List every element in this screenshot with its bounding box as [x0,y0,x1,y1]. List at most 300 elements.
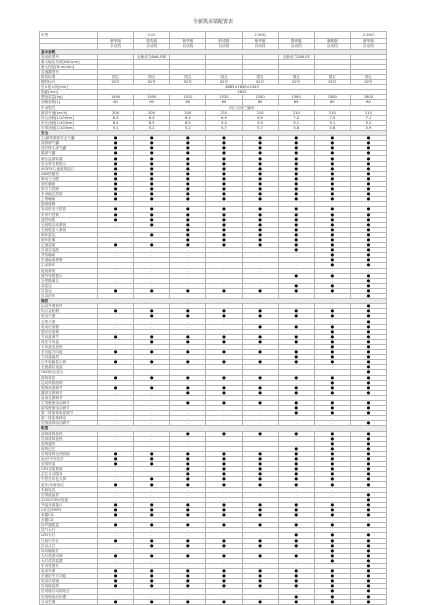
standard-mark: ● [170,192,206,197]
standard-mark: ● [350,497,386,502]
feature-label: 后视镜加热 [40,584,98,589]
standard-mark: ● [170,569,206,574]
feature-label: 电动天窗 [40,314,98,319]
standard-mark: ● [314,533,350,538]
unavailable-mark: - [134,548,170,553]
standard-mark: ● [206,161,242,166]
unavailable-mark: - [206,492,242,497]
unavailable-mark: - [206,370,242,375]
unavailable-mark: - [206,248,242,253]
unavailable-mark: - [134,365,170,370]
standard-mark: ● [206,334,242,339]
unavailable-mark: - [134,563,170,568]
standard-mark: ● [242,350,278,355]
standard-mark: ● [170,467,206,472]
unavailable-mark: - [278,518,314,523]
standard-mark: ● [278,355,314,360]
unavailable-mark: - [134,380,170,385]
spec-value: 210 [314,110,350,115]
spec-value: 8.5 [170,120,206,125]
standard-mark: ● [350,319,386,324]
standard-mark: ● [206,457,242,462]
feature-label: 座椅材质 [40,375,98,380]
spec-value: 1490 [98,95,134,100]
standard-mark: ● [170,187,206,192]
unavailable-mark: - [242,263,278,268]
standard-mark: ● [206,553,242,558]
standard-mark: ● [170,400,206,405]
unavailable-mark: - [134,237,170,242]
standard-mark: ● [242,176,278,181]
unavailable-mark: - [170,395,206,400]
spec-value: 1530 [206,95,242,100]
standard-mark: ● [134,166,170,171]
standard-mark: ● [242,309,278,314]
standard-mark: ● [314,227,350,232]
feature-label: 主驾驶座电动调节 [40,400,98,405]
unavailable-mark: - [98,339,134,344]
standard-mark: ● [242,400,278,405]
standard-mark: ● [170,227,206,232]
spec-value: 6.9 [242,115,278,120]
standard-mark: ● [350,151,386,156]
standard-mark: ● [134,187,170,192]
unavailable-mark: - [206,518,242,523]
standard-mark: ● [170,288,206,293]
feature-label: 车窗防夹手功能 [40,574,98,579]
standard-mark: ● [242,390,278,395]
unavailable-mark: - [98,222,134,227]
standard-mark: ● [134,339,170,344]
standard-mark: ● [314,457,350,462]
unavailable-mark: - [242,548,278,553]
unavailable-mark: - [350,518,386,523]
standard-mark: ● [350,166,386,171]
unavailable-mark: - [242,563,278,568]
standard-mark: ● [314,176,350,181]
unavailable-mark: - [278,202,314,207]
standard-mark: ● [278,446,314,451]
standard-mark: ● [350,248,386,253]
unavailable-mark: - [206,263,242,268]
standard-mark: ● [242,171,278,176]
header-cell: 自动挡 [206,44,242,50]
unavailable-mark: - [170,258,206,263]
unavailable-mark: - [350,395,386,400]
standard-mark: ● [242,502,278,507]
unavailable-mark: - [242,497,278,502]
feature-label: 自动空调 [40,599,98,604]
standard-mark: ● [242,431,278,436]
unavailable-mark: - [242,258,278,263]
standard-mark: ● [98,309,134,314]
standard-mark: ● [206,523,242,528]
standard-mark: ● [170,513,206,518]
unavailable-mark: - [242,487,278,492]
unavailable-mark: - [314,294,350,299]
feature-label: 前排座椅加热 [40,431,98,436]
section-title: 基本参数 [40,49,387,54]
standard-mark: ● [170,176,206,181]
feature-label: 方向盘电加热 [40,344,98,349]
feature-label: 电动后备箱 [40,324,98,329]
unavailable-mark: - [206,273,242,278]
unavailable-mark: - [170,319,206,324]
unavailable-mark: - [170,268,206,273]
standard-mark: ● [98,288,134,293]
standard-mark: ● [242,457,278,462]
spec-value: 92号 [242,80,278,85]
spec-value: 60 [134,100,170,105]
standard-mark: ● [134,222,170,227]
standard-mark: ● [278,400,314,405]
unavailable-mark: - [170,273,206,278]
standard-mark: ● [98,136,134,141]
unavailable-mark: - [98,248,134,253]
standard-mark: ● [314,589,350,594]
unavailable-mark: - [206,563,242,568]
unavailable-mark: - [170,365,206,370]
unavailable-mark: - [278,548,314,553]
standard-mark: ● [98,451,134,456]
unavailable-mark: - [242,365,278,370]
unavailable-mark: - [242,395,278,400]
feature-label: 后视镜自动防眩目 [40,589,98,594]
standard-mark: ● [170,502,206,507]
unavailable-mark: - [98,487,134,492]
standard-mark: ● [278,507,314,512]
unavailable-mark: - [242,278,278,283]
spec-label: 最高车速[km/h] [40,110,98,115]
standard-mark: ● [350,288,386,293]
standard-mark: ● [206,574,242,579]
unavailable-mark: - [206,324,242,329]
header-cell: 旗舰版 [314,38,350,44]
standard-mark: ● [206,171,242,176]
standard-mark: ● [314,217,350,222]
standard-mark: ● [278,594,314,599]
standard-mark: ● [206,166,242,171]
standard-mark: ● [278,451,314,456]
feature-label: 方向盘调节 [40,334,98,339]
unavailable-mark: - [206,294,242,299]
unavailable-mark: - [314,497,350,502]
feature-label: 胎压监测装置 [40,156,98,161]
standard-mark: ● [242,232,278,237]
spec-value: 国五 [278,74,314,79]
standard-mark: ● [350,334,386,339]
standard-mark: ● [350,599,386,604]
unavailable-mark: - [350,528,386,533]
standard-mark: ● [242,482,278,487]
standard-mark: ● [170,574,206,579]
standard-mark: ● [170,385,206,390]
spec-value: 6.4 [170,115,206,120]
unavailable-mark: - [206,589,242,594]
spec-value: 9.0 [206,120,242,125]
unavailable-mark: - [242,421,278,426]
standard-mark: ● [206,579,242,584]
unavailable-mark: - [98,558,134,563]
unavailable-mark: - [134,497,170,502]
standard-mark: ● [206,176,242,181]
unavailable-mark: - [242,248,278,253]
spec-table [39,31,387,605]
spec-sheet [39,14,387,605]
standard-mark: ● [314,594,350,599]
standard-mark: ● [206,462,242,467]
standard-mark: ● [350,411,386,416]
feature-label: 座椅高低调节 [40,385,98,390]
unavailable-mark: - [206,278,242,283]
standard-mark: ● [350,227,386,232]
standard-mark: ● [314,390,350,395]
unavailable-mark: - [134,416,170,421]
standard-mark: ● [314,360,350,365]
standard-mark: ● [314,258,350,263]
standard-mark: ● [98,574,134,579]
standard-mark: ● [278,375,314,380]
feature-label: 后雷达 [40,288,98,293]
standard-mark: ● [242,375,278,380]
unavailable-mark: - [242,273,278,278]
unavailable-mark: - [314,416,350,421]
standard-mark: ● [350,543,386,548]
unavailable-mark: - [98,467,134,472]
unavailable-mark: - [170,421,206,426]
unavailable-mark: - [350,268,386,273]
standard-mark: ● [314,329,350,334]
standard-mark: ● [278,187,314,192]
standard-mark: ● [350,263,386,268]
unavailable-mark: - [98,543,134,548]
spec-value: 8.5 [134,120,170,125]
feature-label: 大灯高度可调 [40,553,98,558]
unavailable-mark: - [134,278,170,283]
standard-mark: ● [242,141,278,146]
feature-label: 铝合金轮毂 [40,309,98,314]
spec-value: 92号 [350,80,386,85]
standard-mark: ● [350,192,386,197]
header-cell: 自动挡 [170,44,206,50]
unavailable-mark: - [98,497,134,502]
spec-value: 5.7 [206,125,242,130]
unavailable-mark: - [134,258,170,263]
unavailable-mark: - [242,446,278,451]
unavailable-mark: - [134,273,170,278]
standard-mark: ● [278,569,314,574]
feature-label: 中控台彩色大屏 [40,477,98,482]
standard-mark: ● [278,222,314,227]
unavailable-mark: - [170,380,206,385]
unavailable-mark: - [278,558,314,563]
spec-value: 7.0 [278,115,314,120]
standard-mark: ● [170,156,206,161]
unavailable-mark: - [134,263,170,268]
unavailable-mark: - [278,497,314,502]
standard-mark: ● [134,146,170,151]
standard-mark: ● [134,197,170,202]
unavailable-mark: - [242,202,278,207]
standard-mark: ● [170,472,206,477]
feature-label: 牵引力控制 [40,187,98,192]
feature-label: 前/后中央扶手 [40,457,98,462]
unavailable-mark: - [134,421,170,426]
standard-mark: ● [98,599,134,604]
standard-mark: ● [278,212,314,217]
feature-label: 主动刹车 [40,263,98,268]
standard-mark: ● [314,441,350,446]
feature-label: 上坡辅助 [40,197,98,202]
unavailable-mark: - [278,395,314,400]
unavailable-mark: - [134,472,170,477]
unavailable-mark: - [206,344,242,349]
standard-mark: ● [134,385,170,390]
standard-mark: ● [314,385,350,390]
standard-mark: ● [206,222,242,227]
standard-mark: ● [206,227,242,232]
standard-mark: ● [314,548,350,553]
standard-mark: ● [314,248,350,253]
unavailable-mark: - [98,232,134,237]
standard-mark: ● [242,579,278,584]
standard-mark: ● [278,502,314,507]
unavailable-mark: - [350,487,386,492]
standard-mark: ● [314,288,350,293]
unavailable-mark: - [242,416,278,421]
unavailable-mark: - [206,329,242,334]
header-cell: 豪华版 [170,38,206,44]
unavailable-mark: - [98,446,134,451]
header-cell: 豪华版 [350,38,386,44]
spec-label: 最大输出功率[kW/rpm] [40,59,98,64]
unavailable-mark: - [206,497,242,502]
standard-mark: ● [350,431,386,436]
unavailable-mark: - [206,355,242,360]
standard-mark: ● [170,232,206,237]
standard-mark: ● [170,360,206,365]
standard-mark: ● [278,314,314,319]
unavailable-mark: - [98,395,134,400]
unavailable-mark: - [98,416,134,421]
feature-label: 外接音源接口 [40,502,98,507]
standard-mark: ● [170,538,206,543]
standard-mark: ● [314,375,350,380]
feature-label: 后排座椅比例放倒 [40,451,98,456]
standard-mark: ● [350,502,386,507]
standard-mark: ● [314,350,350,355]
unavailable-mark: - [278,253,314,258]
spec-value: 1550 [242,95,278,100]
standard-mark: ● [242,467,278,472]
standard-mark: ● [206,288,242,293]
spec-label: 车身型式 [40,105,98,110]
standard-mark: ● [350,472,386,477]
header-cell: 自动挡 [350,44,386,50]
unavailable-mark: - [278,304,314,309]
unavailable-mark: - [98,400,134,405]
unavailable-mark: - [134,441,170,446]
standard-mark: ● [134,243,170,248]
standard-mark: ● [350,589,386,594]
standard-mark: ● [350,294,386,299]
standard-mark: ● [134,462,170,467]
unavailable-mark: - [206,253,242,258]
header-cell: 2.5HG [350,32,386,39]
spec-value: 5.1 [98,125,134,130]
unavailable-mark: - [170,446,206,451]
standard-mark: ● [350,548,386,553]
feature-label: 发动机电子防盗 [40,207,98,212]
spec-value: 国五 [242,74,278,79]
standard-mark: ● [278,462,314,467]
standard-mark: ● [242,507,278,512]
unavailable-mark: - [170,278,206,283]
standard-mark: ● [242,136,278,141]
unavailable-mark: - [98,441,134,446]
standard-mark: ● [98,502,134,507]
unavailable-mark: - [98,202,134,207]
unavailable-mark: - [170,355,206,360]
standard-mark: ● [134,136,170,141]
standard-mark: ● [314,406,350,411]
standard-mark: ● [206,599,242,604]
spec-value: 国五 [350,74,386,79]
standard-mark: ● [134,482,170,487]
standard-mark: ● [350,533,386,538]
standard-mark: ● [134,192,170,197]
unavailable-mark: - [170,324,206,329]
standard-mark: ● [170,599,206,604]
feature-label: 后视镜电动折叠 [40,594,98,599]
standard-mark: ● [350,207,386,212]
unavailable-mark: - [314,492,350,497]
standard-mark: ● [314,436,350,441]
standard-mark: ● [350,462,386,467]
standard-mark: ● [206,181,242,186]
standard-mark: ● [98,243,134,248]
standard-mark: ● [278,141,314,146]
standard-mark: ● [98,457,134,462]
standard-mark: ● [170,243,206,248]
standard-mark: ● [170,339,206,344]
standard-mark: ● [242,217,278,222]
standard-mark: ● [350,375,386,380]
feature-label: 车身稳定控制 [40,192,98,197]
unavailable-mark: - [242,533,278,538]
standard-mark: ● [314,472,350,477]
unavailable-mark: - [170,533,206,538]
unavailable-mark: - [98,380,134,385]
standard-mark: ● [242,574,278,579]
unavailable-mark: - [134,400,170,405]
unavailable-mark: - [98,329,134,334]
standard-mark: ● [170,584,206,589]
feature-label: 大灯清洗装置 [40,558,98,563]
standard-mark: ● [206,431,242,436]
standard-mark: ● [170,477,206,482]
feature-label: 全景摄像头 [40,278,98,283]
standard-mark: ● [134,375,170,380]
page-title: 全新凯美瑞配置表 [192,19,233,25]
standard-mark: ● [206,309,242,314]
standard-mark: ● [242,569,278,574]
unavailable-mark: - [278,294,314,299]
standard-mark: ● [242,334,278,339]
standard-mark: ● [98,171,134,176]
standard-mark: ● [134,217,170,222]
unavailable-mark: - [242,329,278,334]
